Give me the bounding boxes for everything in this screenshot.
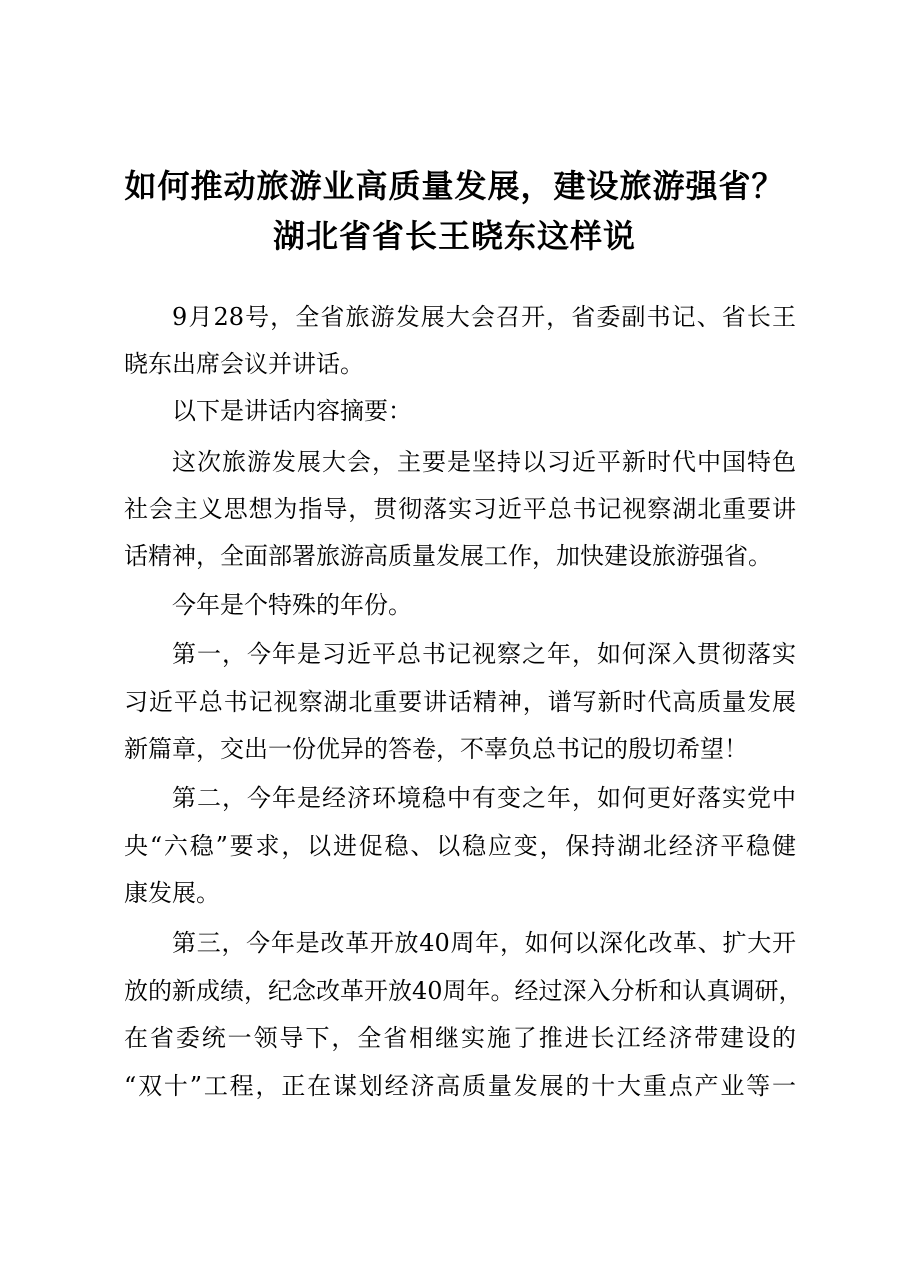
paragraph-3-line-2: 社会主义思想为指导，贯彻落实习近平总书记视察湖北重要讲 bbox=[124, 495, 796, 523]
paragraph-5-line-3: 新篇章，交出一份优异的答卷，不辜负总书记的殷切希望！ bbox=[124, 735, 748, 763]
document-title-line-1: 如何推动旅游业高质量发展，建设旅游强省？ bbox=[124, 167, 785, 205]
paragraph-7-line-1: 第三，今年是改革开放40周年，如何以深化改革、扩大开 bbox=[172, 929, 796, 957]
paragraph-7-line-4: “双十”工程，正在谋划经济高质量发展的十大重点产业等一 bbox=[124, 1072, 796, 1100]
paragraph-3-line-1: 这次旅游发展大会，主要是坚持以习近平新时代中国特色 bbox=[172, 448, 796, 476]
paragraph-5-line-2: 习近平总书记视察湖北重要讲话精神，谱写新时代高质量发展 bbox=[124, 688, 796, 716]
paragraph-7-line-2: 放的新成绩，纪念改革开放40周年。经过深入分析和认真调研， bbox=[124, 977, 803, 1005]
paragraph-6-line-2: 央“六稳”要求，以进促稳、以稳应变，保持湖北经济平稳健 bbox=[124, 832, 796, 860]
document-title-line-2: 湖北省省长王晓东这样说 bbox=[272, 217, 636, 255]
paragraph-6-line-1: 第二，今年是经济环境稳中有变之年，如何更好落实党中 bbox=[172, 784, 796, 812]
paragraph-4-line-1: 今年是个特殊的年份。 bbox=[172, 591, 412, 619]
paragraph-1-line-1: 9月28号，全省旅游发展大会召开，省委副书记、省长王 bbox=[172, 303, 796, 331]
paragraph-6-line-3: 康发展。 bbox=[124, 879, 220, 907]
paragraph-2-line-1: 以下是讲话内容摘要： bbox=[172, 397, 412, 425]
paragraph-5-line-1: 第一，今年是习近平总书记视察之年，如何深入贯彻落实 bbox=[172, 640, 796, 668]
paragraph-3-line-3: 话精神，全面部署旅游高质量发展工作，加快建设旅游强省。 bbox=[124, 542, 772, 570]
paragraph-7-line-3: 在省委统一领导下，全省相继实施了推进长江经济带建设的 bbox=[124, 1024, 796, 1052]
paragraph-1-line-2: 晓东出席会议并讲话。 bbox=[124, 350, 364, 378]
